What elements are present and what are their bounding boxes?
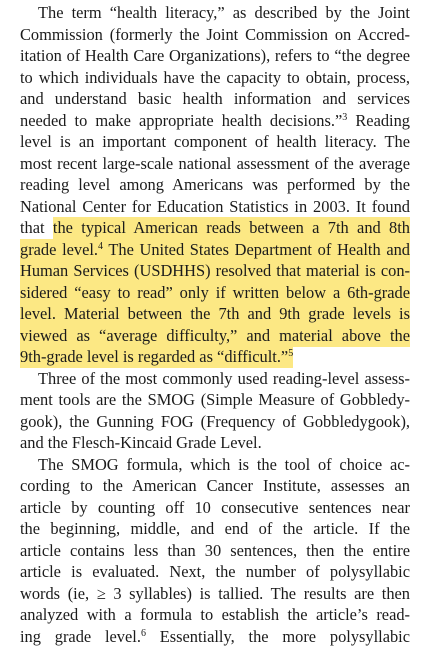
text-line — [20, 626, 410, 647]
text-line: gook), the Gunning FOG (Frequency of Gobbledygook), — [20, 411, 410, 433]
text-line: article contains less than 30 sentences, then the entire — [20, 540, 410, 562]
text-span: 9th-grade level is regarded as “difficult.” — [20, 347, 288, 366]
text-line: ment tools are the SMOG (Simple Measure of Gobbledy- — [20, 389, 410, 411]
text-line: analyzed with a formula to establish the article’s read- — [20, 604, 410, 626]
text-span: ing grade level. — [20, 627, 141, 646]
highlighted-text: viewed as “average difficulty,” and material above the — [20, 325, 410, 347]
highlighted-text: sidered “easy to read” only if written below a 6th-grade — [20, 282, 410, 304]
highlighted-text: Human Services (USDHHS) resolved that material is con- — [20, 260, 410, 282]
citation-superscript: 6 — [141, 628, 146, 639]
text-line: The SMOG formula, which is the tool of choice ac- — [38, 454, 410, 476]
highlighted-text — [20, 239, 410, 261]
text-line: article is evaluated. Next, the number of polysyllabic — [20, 561, 410, 583]
text-line: to which individuals have the capacity to obtain, process, — [20, 67, 410, 89]
text-line — [20, 282, 410, 304]
text-line — [20, 303, 410, 325]
citation-superscript: 4 — [98, 241, 103, 252]
highlighted-text — [20, 346, 293, 368]
text-line: National Center for Education Statistics in 2003. It found — [20, 196, 410, 218]
text-line: reading level among Americans was performed by the — [20, 174, 410, 196]
text-line: words (ie, ≥ 3 syllables) is tallied. The results are then — [20, 583, 410, 605]
citation-superscript: 5 — [288, 348, 293, 359]
text-line: the beginning, middle, and end of the article. If the — [20, 518, 410, 540]
citation-superscript: 3 — [342, 112, 347, 123]
text-line — [20, 325, 410, 347]
text-line — [20, 217, 410, 239]
text-line — [20, 239, 410, 261]
text-line: article by counting off 10 consecutive sentences near — [20, 497, 410, 519]
highlighted-text: the typical American reads between a 7th and 8th — [53, 217, 410, 239]
text-span: grade level. — [20, 240, 98, 259]
text-span: that — [20, 218, 53, 237]
text-span: Essentially, the more polysyllabic — [146, 627, 410, 646]
text-line: and the Flesch-Kincaid Grade Level. — [20, 432, 410, 454]
text-line: itation of Health Care Organizations), refers to “the degree — [20, 45, 410, 67]
text-line: cording to the American Cancer Institute, assesses an — [20, 475, 410, 497]
text-line — [20, 260, 410, 282]
highlighted-text: level. Material between the 7th and 9th grade levels is — [20, 303, 410, 325]
text-span: The United States Department of Health and — [103, 240, 410, 259]
text-span: Reading — [347, 111, 410, 130]
text-line: most recent large-scale national assessment of the average — [20, 153, 410, 175]
text-line: and understand basic health information and services — [20, 88, 410, 110]
text-span: needed to make appropriate health decisions.” — [20, 111, 342, 130]
text-line — [20, 110, 410, 132]
text-line: Commission (formerly the Joint Commission on Accred- — [20, 24, 410, 46]
text-line — [20, 346, 410, 368]
text-line: Three of the most commonly used reading-level assess- — [38, 368, 410, 390]
text-line: The term “health literacy,” as described by the Joint — [38, 2, 410, 24]
text-line: level is an important component of health literacy. The — [20, 131, 410, 153]
